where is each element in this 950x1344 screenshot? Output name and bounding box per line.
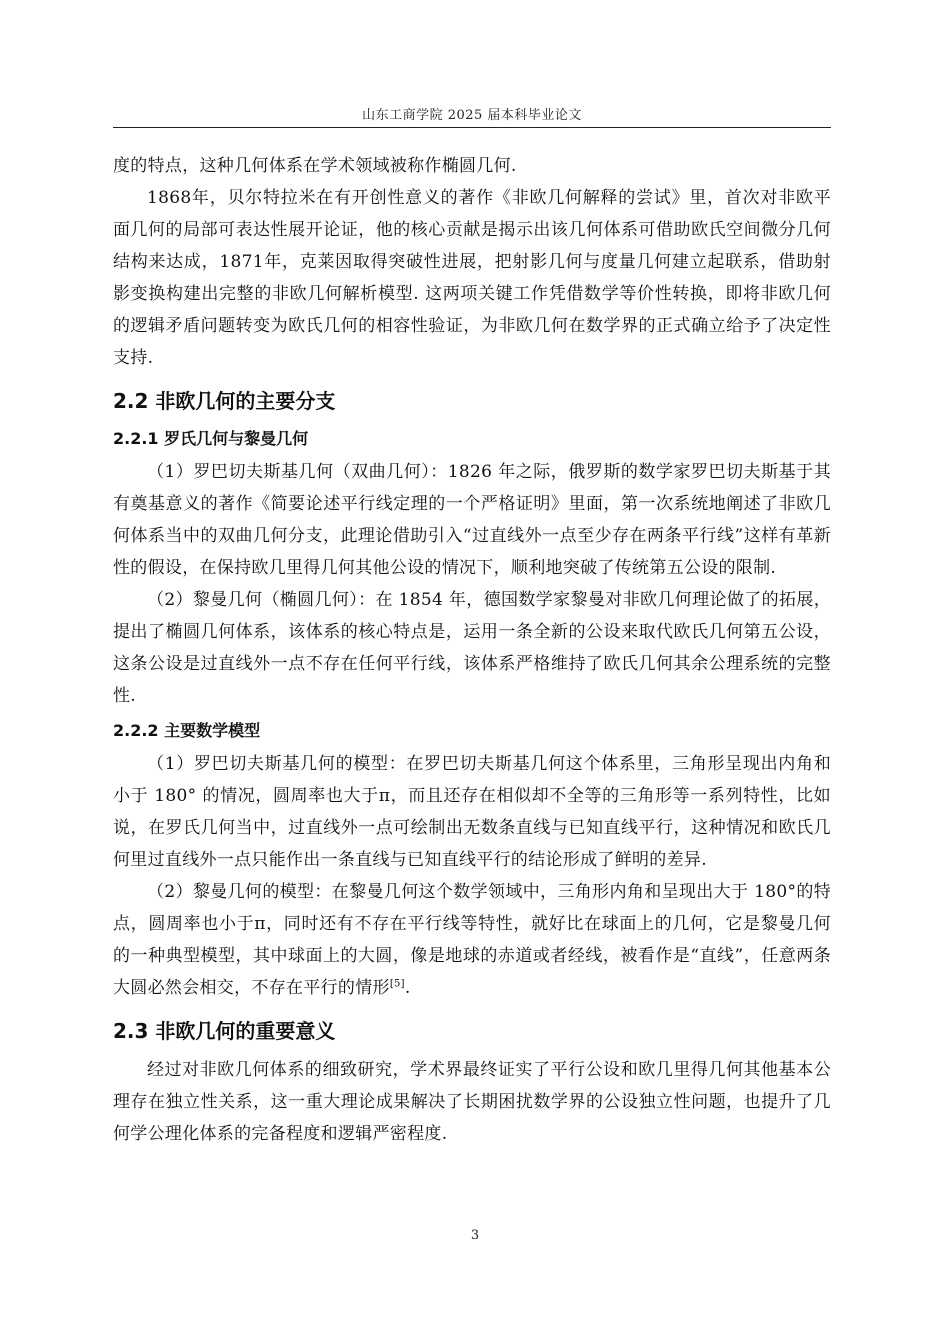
citation-reference[interactable]: [5] [389, 978, 405, 990]
subsection-heading-2-2-1: 2.2.1 罗氏几何与黎曼几何 [113, 429, 309, 448]
paragraph-text: （2）黎曼几何的模型：在黎曼几何这个数学领域中，三角形内角和呈现出大于 180°的特点，圆周率也小于π，同时还有不存在平行线等特性，就好比在球面上的几何，它是黎曼几何的一种典型模型，其中球面上的大圆，像是地球的赤道或者经线，被看作是“直线”，任意两条大圆必然会相交，不存在平行的情形 [113, 882, 831, 998]
paragraph-lobachevsky-model: （1）罗巴切夫斯基几何的模型：在罗巴切夫斯基几何这个体系里，三角形呈现出内角和小于 180° 的情况，圆周率也大于π，而且还存在相似却不全等的三角形等一系列特性，比如说，在罗氏几何当中，过直线外一点可绘制出无数条直线与已知直线平行，这种情况和欧氏几何里过直线外一点只能作出一条直线与已知直线平行的结论形成了鲜明的差异. [113, 754, 831, 870]
section-heading-2-3: 2.3 非欧几何的重要意义 [113, 1019, 336, 1043]
running-header: 山东工商学院 2025 届本科毕业论文 [362, 108, 582, 123]
paragraph-end: . [404, 978, 411, 998]
paragraph-riemann-model [113, 876, 831, 1004]
body-text [113, 150, 831, 1150]
header-divider [113, 127, 831, 128]
section-heading-2-2: 2.2 非欧几何的主要分支 [113, 389, 336, 413]
paragraph-continuation: 度的特点，这种几何体系在学术领域被称作椭圆几何. [113, 156, 517, 176]
page-number: 3 [470, 1228, 480, 1243]
paragraph-significance: 经过对非欧几何体系的细致研究，学术界最终证实了平行公设和欧几里得几何其他基本公理存在独立性关系，这一重大理论成果解决了长期困扰数学界的公设独立性问题，也提升了几何学公理化体系的完备程度和逻辑严密程度. [113, 1060, 831, 1144]
paragraph-riemann: （2）黎曼几何（椭圆几何）：在 1854 年，德国数学家黎曼对非欧几何理论做了的拓展，提出了椭圆几何体系，该体系的核心特点是，运用一条全新的公设来取代欧氏几何第五公设，这条公设是过直线外一点不存在任何平行线，该体系严格维持了欧氏几何其余公理系统的完整性. [113, 590, 831, 706]
subsection-heading-2-2-2: 2.2.2 主要数学模型 [113, 721, 261, 740]
paragraph-lobachevsky: （1）罗巴切夫斯基几何（双曲几何）：1826 年之际，俄罗斯的数学家罗巴切夫斯基于其有奠基意义的著作《简要论述平行线定理的一个严格证明》里面，第一次系统地阐述了非欧几何体系当中的双曲几何分支，此理论借助引入“过直线外一点至少存在两条平行线”这样有革新性的假设，在保持欧几里得几何其他公设的情况下，顺利地突破了传统第五公设的限制. [113, 462, 831, 578]
paragraph-beltrami-klein: 1868年，贝尔特拉米在有开创性意义的著作《非欧几何解释的尝试》里，首次对非欧平面几何的局部可表达性展开论证，他的核心贡献是揭示出该几何体系可借助欧氏空间微分几何结构来达成，1871年，克莱因取得突破性进展，把射影几何与度量几何建立起联系，借助射影变换构建出完整的非欧几何解析模型. 这两项关键工作凭借数学等价性转换，即将非欧几何的逻辑矛盾问题转变为欧氏几何的相容性验证，为非欧几何在数学界的正式确立给予了决定性支持. [113, 188, 831, 368]
